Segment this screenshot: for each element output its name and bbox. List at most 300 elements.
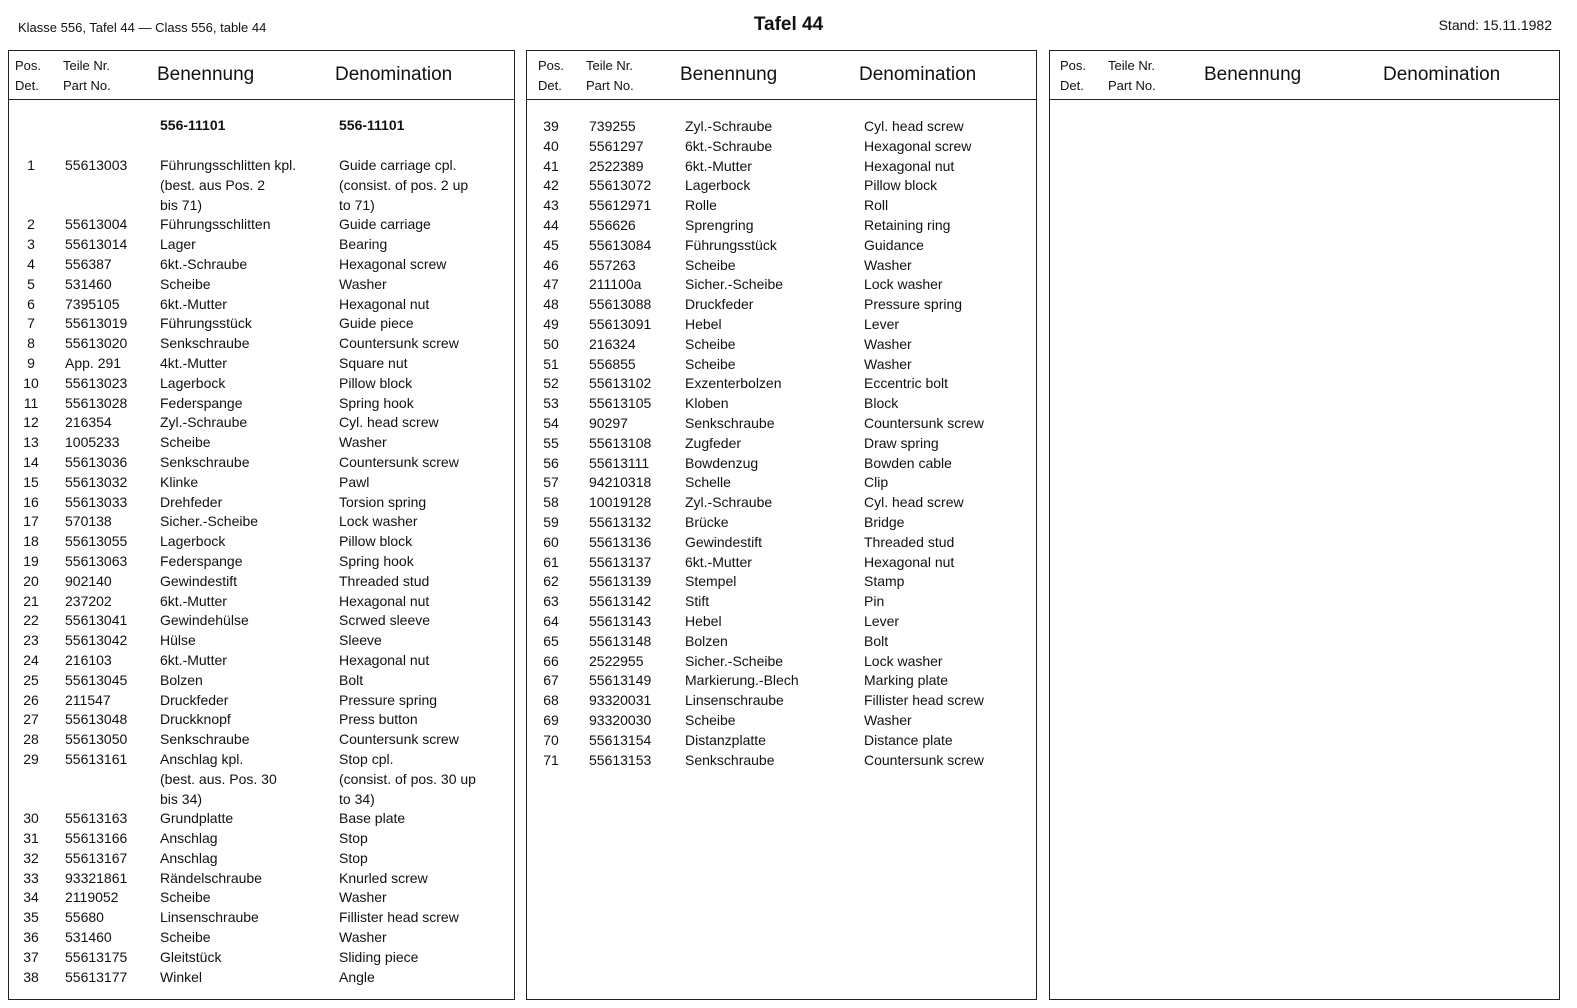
part-no-cell: 93320031 [589, 692, 652, 709]
pos-cell: 11 [23, 394, 39, 411]
benennung-cell: 6kt.-Mutter [685, 157, 752, 174]
pos-cell: 51 [543, 355, 559, 372]
denomination-cell: Lock washer [339, 513, 418, 530]
denomination-cell: Lock washer [864, 276, 943, 293]
benennung-cell: Gewindestift [160, 572, 238, 589]
denomination-cell: Lever [864, 612, 900, 629]
denomination-cell: Guide carriage [339, 216, 431, 233]
part-no-cell: 55613004 [65, 216, 128, 233]
table-row [9, 809, 514, 829]
table-row [9, 611, 514, 631]
denomination-cell: Hexagonal nut [864, 553, 955, 570]
benennung-cell: Lager [160, 236, 196, 253]
part-no-cell: 55613003 [65, 157, 128, 173]
denomination-cell: Washer [864, 711, 912, 728]
table-row [527, 275, 1036, 295]
table-row [9, 928, 514, 948]
pos-cell: 64 [543, 612, 559, 629]
denomination-cell: Countersunk screw [864, 414, 984, 431]
benennung-cell: Kloben [685, 395, 729, 412]
col-pos-label-de: Pos. [538, 58, 565, 73]
table-row [9, 314, 514, 334]
table-row [527, 572, 1036, 592]
part-no-cell: 557263 [589, 256, 636, 273]
table-row [9, 156, 514, 176]
benennung-cell: Stift [685, 593, 710, 610]
denomination-cell: Cyl. head screw [339, 414, 439, 431]
pos-cell: 21 [23, 592, 39, 609]
part-no-cell: 2119052 [65, 889, 119, 906]
benennung-cell: Lagerbock [160, 374, 226, 391]
denomination-cell: Square nut [339, 354, 408, 371]
denomination-cell: Bowden cable [864, 454, 952, 471]
denomination-cell: Scrwed sleeve [339, 612, 431, 629]
benennung-cell: Federspange [160, 394, 243, 411]
denomination-cell: Bolt [339, 671, 364, 688]
pos-cell: 23 [23, 632, 39, 649]
table-row [9, 829, 514, 849]
part-no-cell: 55613148 [589, 632, 652, 649]
pos-cell: 46 [543, 256, 559, 273]
part-no-cell: 2522955 [589, 652, 644, 669]
table-row [9, 433, 514, 453]
table-body [527, 117, 1036, 770]
part-no-cell: 90297 [589, 414, 628, 431]
benennung-cell: 6kt.-Schraube [160, 255, 248, 272]
benennung-cell: Federspange [160, 552, 243, 569]
pos-cell: 1 [27, 157, 35, 173]
parts-table-2 [526, 50, 1037, 1000]
table-row [9, 295, 514, 315]
table-row [527, 731, 1036, 751]
part-no-cell: 10019128 [589, 494, 652, 511]
denomination-cell: Sleeve [339, 632, 382, 649]
part-no-cell: 55613033 [65, 493, 128, 510]
col-benennung-header: Benennung [680, 64, 778, 85]
table-row [527, 434, 1036, 454]
pos-cell: 36 [23, 929, 39, 946]
part-no-cell: 55613149 [589, 672, 652, 689]
denomination-cell: Fillister head screw [339, 909, 459, 926]
part-no-cell: 93320030 [589, 711, 652, 728]
pos-cell: 38 [23, 968, 39, 985]
benennung-cell: Druckfeder [160, 691, 229, 708]
pos-cell: 63 [543, 593, 559, 610]
pos-cell: 53 [543, 395, 559, 412]
benennung-cell: Scheibe [160, 889, 211, 906]
pos-cell: 22 [23, 612, 39, 629]
pos-cell: 30 [23, 810, 39, 827]
benennung-cell: Gleitstück [160, 948, 222, 965]
benennung-cell: Zyl.-Schraube [160, 414, 248, 431]
benennung-cell: Führungsstück [160, 315, 252, 332]
part-no-cell: 216103 [65, 651, 112, 668]
part-no-cell: 55613048 [65, 711, 128, 728]
part-no-cell: 211547 [65, 691, 111, 708]
col-pos-header [1060, 56, 1086, 96]
table-row [527, 671, 1036, 691]
pos-cell: 70 [543, 731, 559, 748]
benennung-cell: Bowdenzug [685, 454, 759, 471]
table-row [527, 394, 1036, 414]
denomination-cell: Eccentric bolt [864, 375, 949, 392]
table-row [9, 413, 514, 433]
part-no-cell: 55613108 [589, 434, 652, 451]
denomination-cell: Angle [339, 968, 375, 985]
denomination-cell: Marking plate [864, 672, 949, 689]
pos-cell: 5 [27, 275, 35, 292]
benennung-cell: Sicher.-Scheibe [685, 276, 784, 293]
pos-cell: 34 [23, 889, 39, 906]
benennung-cell: Zyl.-Schraube [685, 118, 773, 134]
benennung-cell: Lagerbock [685, 177, 751, 194]
denomination-cell: Spring hook [339, 394, 414, 411]
denomination-cell: Pressure spring [864, 296, 963, 313]
pos-cell: 45 [543, 236, 559, 253]
denomination-cell: Guide piece [339, 315, 414, 332]
pos-cell: 33 [23, 869, 39, 886]
pos-cell: 50 [543, 335, 559, 352]
pos-cell: 13 [23, 434, 39, 451]
table-row [9, 394, 514, 414]
denomination-cell: Washer [864, 335, 912, 352]
table-row [9, 512, 514, 532]
part-no-cell: 55613166 [65, 830, 128, 847]
benennung-cell: Hebel [685, 315, 722, 332]
denomination-cell: Guidance [864, 236, 924, 253]
pos-cell: 42 [543, 177, 559, 194]
part-no-cell: 55613036 [65, 453, 128, 470]
denomination-cell: Block [864, 395, 899, 412]
pos-cell: 7 [27, 315, 35, 332]
benennung-cell: Senkschraube [160, 731, 250, 748]
part-no-cell: 94210318 [589, 474, 652, 491]
pos-cell: 10 [23, 374, 39, 391]
pos-cell: 6 [27, 295, 35, 312]
part-no-cell: 55613102 [589, 375, 652, 392]
benennung-cell: 6kt.-Mutter [685, 553, 752, 570]
table-row [9, 790, 514, 810]
denomination-cell: Hexagonal screw [864, 137, 972, 154]
pos-cell: 15 [23, 473, 39, 490]
col-denomination-header: Denomination [859, 64, 977, 85]
pos-cell: 49 [543, 315, 559, 332]
col-part-label-en: Part No. [586, 78, 634, 93]
table-row [9, 651, 514, 671]
denomination-cell: Spring hook [339, 552, 414, 569]
pos-cell: 2 [27, 216, 35, 233]
denomination-cell: Hexagonal nut [864, 157, 955, 174]
table-row [9, 334, 514, 354]
part-no-cell: 55613072 [589, 177, 652, 194]
table-row [9, 869, 514, 889]
table-row [527, 473, 1036, 493]
table-row [527, 256, 1036, 276]
pos-cell: 62 [543, 573, 559, 590]
table-row [527, 117, 1036, 137]
table-row [9, 275, 514, 295]
pos-cell: 37 [23, 948, 39, 965]
col-benennung-header: Benennung [1204, 64, 1302, 85]
part-no-cell: 1005233 [65, 434, 120, 451]
part-no-cell: 55613045 [65, 671, 128, 688]
table-row [9, 849, 514, 869]
col-pos-label-en: Det. [15, 78, 39, 93]
part-no-cell: 211100a [589, 276, 642, 293]
pos-cell: 17 [23, 513, 39, 530]
pos-cell: 24 [23, 651, 39, 668]
part-no-cell: 55613137 [589, 553, 652, 570]
benennung-cell: Rolle [685, 197, 717, 214]
benennung-cell: 6kt.-Mutter [160, 651, 227, 668]
col-denomination-header: Denomination [1383, 64, 1501, 85]
denomination-cell: Roll [864, 197, 889, 214]
denomination-cell: Bolt [864, 632, 889, 649]
denomination-cell: Washer [339, 889, 387, 906]
part-no-cell: 2522389 [589, 157, 644, 174]
col-part-label-de: Teile Nr. [1108, 58, 1155, 73]
table-row [9, 968, 514, 988]
pos-cell: 69 [543, 711, 559, 728]
table-row [527, 137, 1036, 157]
benennung-cell: Führungsschlitten kpl. [160, 157, 297, 173]
table-row [527, 236, 1036, 256]
denomination-cell: Threaded stud [339, 572, 430, 589]
pos-cell: 26 [23, 691, 39, 708]
denomination-cell: Threaded stud [864, 533, 955, 550]
pos-cell: 31 [23, 830, 39, 847]
part-no-cell: 55613020 [65, 335, 128, 352]
benennung-cell: Anschlag [160, 849, 218, 866]
part-no-cell: 55613084 [589, 236, 652, 253]
col-part-label-en: Part No. [1108, 78, 1156, 93]
denomination-cell: Cyl. head screw [864, 118, 964, 134]
denomination-cell: Cyl. head screw [864, 494, 964, 511]
part-no-cell: 55613050 [65, 731, 128, 748]
table-row [9, 572, 514, 592]
denomination-cell: Sliding piece [339, 948, 419, 965]
benennung-cell: Linsenschraube [685, 692, 784, 709]
part-no-cell: 5561297 [589, 137, 644, 154]
table-row [9, 750, 514, 770]
pos-cell: 20 [23, 572, 39, 589]
benennung-cell: 4kt.-Mutter [160, 354, 227, 371]
denomination-cell: Washer [339, 275, 387, 292]
benennung-cell: Hebel [685, 612, 722, 629]
page-date: Stand: 15.11.1982 [1438, 17, 1552, 33]
col-pos-label-de: Pos. [1060, 58, 1087, 73]
part-no-cell: 55613023 [65, 374, 128, 391]
benennung-cell: Gewindestift [685, 533, 763, 550]
table-row [527, 632, 1036, 652]
table-row [9, 453, 514, 473]
denomination-cell: Press button [339, 711, 418, 728]
col-benennung-header: Benennung [157, 64, 255, 85]
part-no-cell: 55613105 [589, 395, 652, 412]
table-row [527, 751, 1036, 771]
table-row [527, 691, 1036, 711]
part-no-cell: 216354 [65, 414, 112, 431]
denomination-cell: Knurled screw [339, 869, 428, 886]
denomination-cell: Draw spring [864, 434, 939, 451]
denomination-cell: Stamp [864, 573, 905, 590]
part-no-cell: 55613032 [65, 473, 128, 490]
pos-cell: 56 [543, 454, 559, 471]
benennung-cell: Führungsstück [685, 236, 777, 253]
benennung-cell: 6kt.-Schraube [685, 137, 773, 154]
benennung-cell: Sprengring [685, 216, 754, 233]
table-row [527, 711, 1036, 731]
pos-cell: 25 [23, 671, 39, 688]
part-no-cell: 216324 [589, 335, 636, 352]
part-no-cell: 93321861 [65, 869, 128, 886]
denomination-cell: Hexagonal nut [339, 592, 430, 609]
part-no-cell: App. 291 [65, 354, 122, 371]
table-row [527, 374, 1036, 394]
col-part-label-de: Teile Nr. [63, 58, 110, 73]
denomination-cell: Hexagonal screw [339, 255, 447, 272]
benennung-cell: Winkel [160, 968, 203, 985]
pos-cell: 3 [27, 236, 35, 253]
denomination-cell: Washer [864, 256, 912, 273]
denomination-cell: Washer [864, 355, 912, 372]
part-no-cell: 531460 [65, 275, 112, 292]
page-header-left: Klasse 556, Tafel 44 — Class 556, table 44 [18, 20, 267, 35]
pos-cell: 68 [543, 692, 559, 709]
benennung-cell: Lagerbock [160, 533, 226, 550]
table-row [527, 533, 1036, 553]
pos-cell: 47 [543, 276, 559, 293]
benennung-cell: Brücke [685, 513, 729, 530]
pos-cell: 9 [27, 354, 35, 371]
part-no-cell: 570138 [65, 513, 112, 530]
pos-cell: 39 [543, 118, 559, 134]
part-no-cell: 55613088 [589, 296, 652, 313]
pos-cell: 32 [23, 849, 39, 866]
table-row [9, 888, 514, 908]
col-pos-header [15, 56, 41, 96]
part-no-cell: 55613019 [65, 315, 128, 332]
benennung-cell: Senkschraube [160, 453, 250, 470]
col-pos-label-en: Det. [1060, 78, 1084, 93]
benennung-cell: Klinke [160, 473, 199, 490]
col-pos-label-de: Pos. [15, 58, 42, 73]
denomination-cell: Torsion spring [339, 493, 427, 510]
part-no-cell: 55613153 [589, 751, 652, 768]
pos-cell: 40 [543, 137, 559, 154]
table-row [9, 354, 514, 374]
table-row [9, 730, 514, 750]
denomination-cell: Pillow block [864, 177, 938, 194]
denomination-cell: Lock washer [864, 652, 943, 669]
benennung-cell: Schelle [685, 474, 731, 491]
pos-cell: 48 [543, 296, 559, 313]
table-row [527, 335, 1036, 355]
part-no-cell: 55613042 [65, 632, 128, 649]
assembly-part-en: 556-11101 [339, 117, 405, 133]
table-header [9, 51, 514, 100]
col-denomination-header: Denomination [335, 64, 453, 85]
table-row [527, 176, 1036, 196]
pos-cell: 28 [23, 731, 39, 748]
table-header [1050, 51, 1559, 100]
table-row [9, 215, 514, 235]
table-row [9, 552, 514, 572]
table-row [527, 315, 1036, 335]
pos-cell: 52 [543, 375, 559, 392]
part-no-cell: 55613014 [65, 236, 128, 253]
benennung-cell: Scheibe [685, 256, 736, 273]
table-row [527, 196, 1036, 216]
benennung-cell: (best. aus Pos. 2 [160, 176, 266, 193]
benennung-cell: Bolzen [160, 671, 203, 688]
part-no-cell: 556855 [589, 355, 636, 372]
pos-cell: 55 [543, 434, 559, 451]
part-no-cell: 902140 [65, 572, 112, 589]
pos-cell: 4 [27, 255, 35, 272]
table-body [9, 156, 514, 987]
pos-cell: 19 [23, 552, 39, 569]
denomination-cell: Washer [339, 929, 387, 946]
pos-cell: 43 [543, 197, 559, 214]
benennung-cell: Anschlag kpl. [160, 750, 244, 767]
denomination-cell: to 34) [339, 790, 375, 807]
table-row [9, 532, 514, 552]
benennung-cell: Druckfeder [685, 296, 754, 313]
table-row [527, 355, 1036, 375]
denomination-cell: Pin [864, 593, 885, 610]
denomination-cell: to 71) [339, 196, 375, 213]
parts-table-3 [1049, 50, 1560, 1000]
pos-cell: 8 [27, 335, 35, 352]
table-row [527, 592, 1036, 612]
benennung-cell: Distanzplatte [685, 731, 766, 748]
assembly-part-de: 556-11101 [160, 117, 226, 133]
table-row [9, 235, 514, 255]
col-part-header [63, 56, 111, 96]
pos-cell: 12 [23, 414, 39, 431]
benennung-cell: (best. aus. Pos. 30 [160, 770, 277, 787]
denomination-cell: Distance plate [864, 731, 953, 748]
parts-table-1 [8, 50, 515, 1000]
denomination-cell: Hexagonal nut [339, 295, 430, 312]
part-no-cell: 55613143 [589, 612, 652, 629]
part-no-cell: 55613177 [65, 968, 128, 985]
denomination-cell: Bridge [864, 513, 905, 530]
part-no-cell: 55613154 [589, 731, 652, 748]
part-no-cell: 55613139 [589, 573, 652, 590]
page-title: Tafel 44 [753, 14, 824, 35]
table-row [9, 770, 514, 790]
benennung-cell: Scheibe [160, 275, 211, 292]
benennung-cell: Scheibe [685, 711, 736, 728]
col-pos-header [538, 56, 564, 96]
pos-cell: 29 [23, 750, 39, 767]
part-no-cell: 55680 [65, 909, 104, 926]
table-row [527, 612, 1036, 632]
part-no-cell: 556626 [589, 216, 636, 233]
part-no-cell: 55613163 [65, 810, 128, 827]
col-part-header [1108, 56, 1156, 96]
benennung-cell: Scheibe [160, 434, 211, 451]
table-row [9, 176, 514, 196]
benennung-cell: Gewindehülse [160, 612, 249, 629]
pos-cell: 16 [23, 493, 39, 510]
denomination-cell: Pressure spring [339, 691, 438, 708]
part-no-cell: 237202 [65, 592, 112, 609]
col-part-label-de: Teile Nr. [586, 58, 633, 73]
benennung-cell: Anschlag [160, 830, 218, 847]
